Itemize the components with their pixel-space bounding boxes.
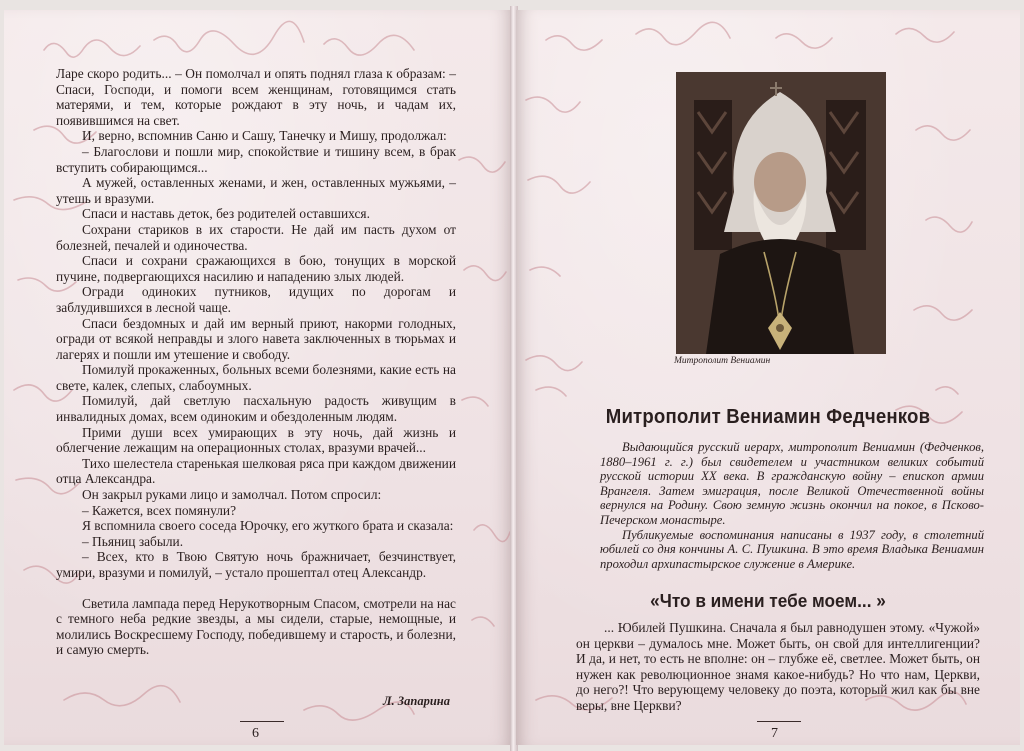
article-title: Митрополит Вениамин Федченков (605, 406, 931, 428)
portrait-image (676, 72, 886, 354)
text-paragraph: Спаси и наставь деток, без родителей оставшихся. (82, 206, 370, 222)
text-paragraph: Спаси бездомных и дай им верный приют, накорми голодных, огради от всякой неправды и злого навета заключенных в тюрьмах и лагерях и пошли им утешение и свободу. (56, 315, 456, 362)
page-number-rule (757, 721, 801, 722)
author-signature: Л. Запарина (382, 694, 450, 708)
text-paragraph: Спаси и сохрани сражающихся в бою, тонущих в морской пучине, подвергающихся насилию и нападению злых людей. (56, 253, 456, 284)
section-heading: «Что в имени тебе моем... » (650, 590, 886, 611)
page-number: 6 (252, 726, 259, 741)
text-paragraph: Я вспомнила своего соседа Юрочку, его жуткого брата и сказала: (82, 518, 454, 534)
article-intro (600, 440, 984, 571)
text-paragraph: Огради одиноких путников, идущих по дорогам и заблудившихся в лесной чаще. (56, 284, 456, 315)
left-page-text (56, 66, 456, 658)
text-paragraph: Ларе скоро родить... – Он помолчал и опять поднял глаза к образам: – Спаси, Господи, и помоги всем женщинам, готовящимся стать матерями, и тем, которые рождают в эту ночь, и чадам их, появившимся на свет. (56, 66, 456, 128)
text-paragraph: Помилуй прокаженных, больных всеми болезнями, какие есть на свете, калек, слепых, слабоумных. (56, 362, 456, 393)
text-paragraph: И, верно, вспомнив Саню и Сашу, Танечку и Мишу, продолжал: (82, 128, 447, 144)
left-page (4, 10, 512, 745)
article-body (576, 620, 980, 714)
text-paragraph: Сохрани стариков в их старости. Не дай им пасть духом от болезней, печалей и одиночества. (56, 221, 456, 253)
text-paragraph: – Благослови и пошли мир, спокойствие и тишину всем, в брак вступить собирающимся... (56, 143, 456, 175)
right-page (516, 10, 1020, 745)
text-paragraph: – Всех, кто в Твою Святую ночь бражничает, безчинствует, умири, вразуми и помилуй, – устало прошептал отец Александр. (56, 549, 456, 580)
body-paragraph: ... Юбилей Пушкина. Сначала я был равнодушен этому. «Чужой» он церкви – думалось мне. Может быть, он свой для интеллигенции? И да, и нет, то есть не вполне: он – глубже её, светлее. Может быть, он нужен как революционное знамя какое-нибудь? Но что нам, Церкви, до него?! Что верующему человеку до поэта, который жил как бы вне веры, вне Церкви? (576, 620, 980, 713)
intro-paragraph: Выдающийся русский иерарх, митрополит Вениамин (Федченков, 1880–1961 г. г.) был свидетелем и участником великих событий русской истории XX века. В гражданскую войну – епископ армии Врангеля. Затем эмиграция, после Великой Отечественной войны вернулся на Родину. Свою земную жизнь окончил на покое, в Псково-Печерском монастыре. (600, 440, 984, 527)
text-paragraph: Он закрыл руками лицо и замолчал. Потом спросил: (82, 487, 382, 503)
text-paragraph: – Пьяниц забыли. (82, 533, 184, 549)
text-paragraph: – Кажется, всех помянули? (82, 502, 237, 518)
text-paragraph: А мужей, оставленных женами, и жен, оставленных мужьями, – утешь и вразуми. (56, 175, 456, 206)
text-paragraph: Тихо шелестела старенькая шелковая ряса при каждом движении отца Александра. (56, 455, 456, 487)
text-paragraph: Светила лампада перед Нерукотворным Спасом, смотрели на нас с темного неба редкие звезды, а мы сидели, старые, немощные, и молились Воскресшему Господу, победившему и старость, и болезни, и самую смерть. (56, 595, 456, 658)
photo-caption: Митрополит Вениамин (674, 356, 771, 366)
portrait-photo (676, 72, 886, 354)
intro-paragraph: Публикуемые воспоминания написаны в 1937 году, в столетний юбилей со дня кончины А. С. Пушкина. В это время Владыка Вениамин проходил архипастырское служение в Америке. (600, 527, 984, 571)
text-paragraph: Прими души всех умирающих в эту ночь, дай жизнь и облегчение лежащим на операционных столах, вразуми врачей... (56, 424, 456, 456)
page-number: 7 (771, 726, 778, 741)
page-number-rule (240, 721, 284, 722)
text-paragraph: Помилуй, дай светлую пасхальную радость живущим в инвалидных домах, всем одиноким и обездоленным людям. (56, 393, 456, 425)
